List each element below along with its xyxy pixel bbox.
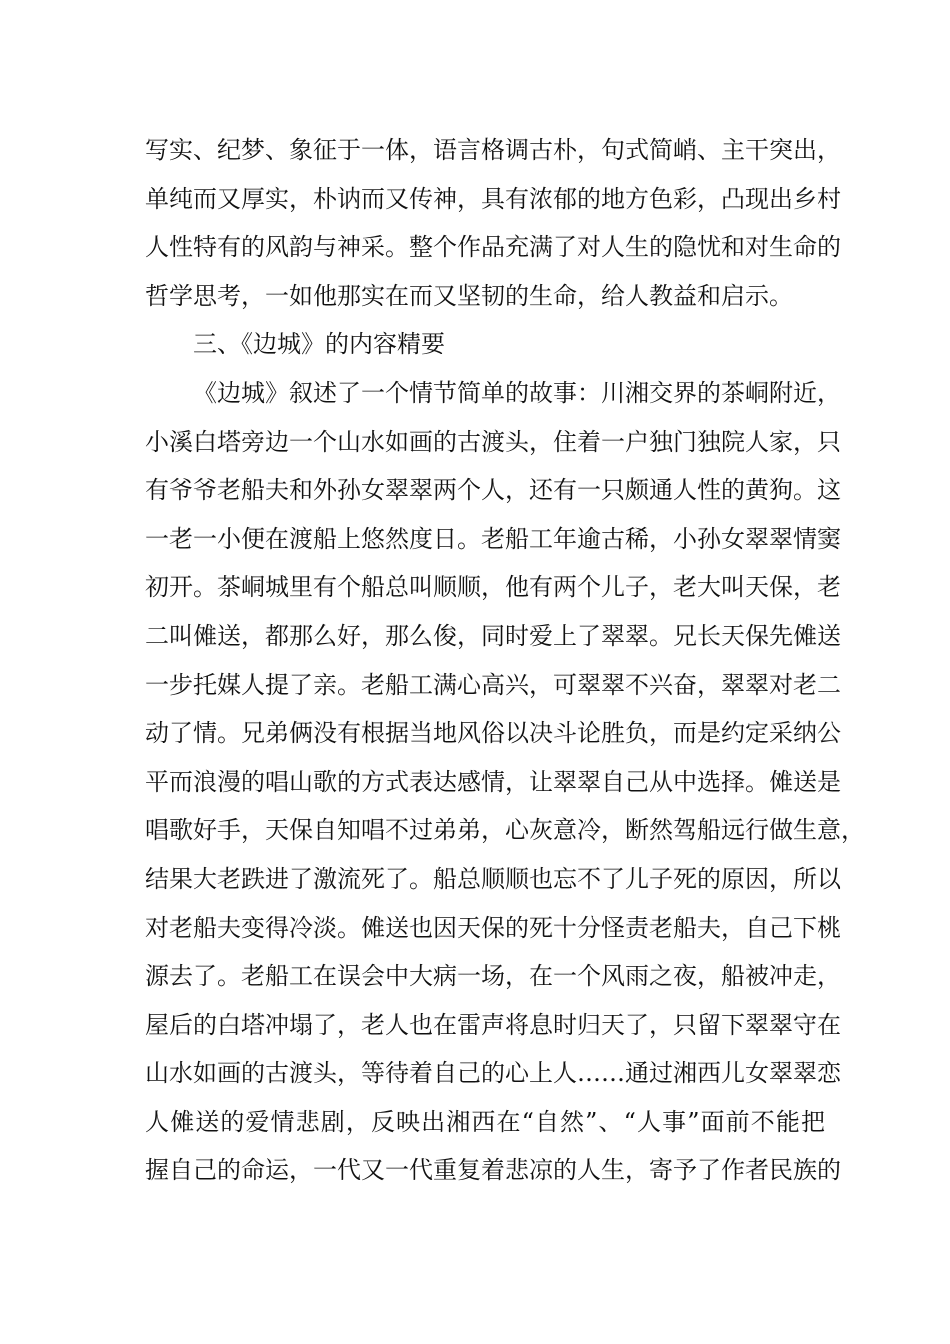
text-line: 初开。茶峒城里有个船总叫顺顺，他有两个儿子，老大叫天保，老: [145, 573, 841, 602]
text-line: 一步托媒人提了亲。老船工满心高兴，可翠翠不兴奋，翠翠对老二: [145, 670, 841, 699]
text-line: 源去了。老船工在误会中大病一场，在一个风雨之夜，船被冲走，: [145, 962, 841, 991]
text-line: 《边城》叙述了一个情节简单的故事：川湘交界的茶峒附近，: [193, 378, 841, 407]
text-line: 人性特有的风韵与神采。整个作品充满了对人生的隐忧和对生命的: [145, 233, 841, 262]
text-line: 山水如画的古渡头，等待着自己的心上人……通过湘西儿女翠翠恋: [145, 1059, 841, 1088]
text-line: 有爷爷老船夫和外孙女翠翠两个人，还有一只颇通人性的黄狗。这: [145, 476, 841, 505]
text-line: 屋后的白塔冲塌了，老人也在雷声将息时归天了，只留下翠翠守在: [145, 1010, 841, 1039]
text-line: 写实、纪梦、象征于一体，语言格调古朴，句式简峭、主干突出，: [145, 136, 841, 164]
text-line: 单纯而又厚实，朴讷而又传神，具有浓郁的地方色彩，凸现出乡村: [145, 184, 841, 213]
text-line: 一老一小便在渡船上悠然度日。老船工年逾古稀，小孙女翠翠情窦: [145, 524, 841, 553]
text-line: 唱歌好手，天保自知唱不过弟弟，心灰意冷，断然驾船远行做生意，: [145, 816, 865, 845]
text-line: 握自己的命运，一代又一代重复着悲凉的人生，寄予了作者民族的: [145, 1156, 841, 1185]
text-line: 动了情。兄弟俩没有根据当地风俗以决斗论胜负，而是约定采纳公: [145, 719, 841, 748]
text-line: 结果大老跌进了激流死了。船总顺顺也忘不了儿子死的原因，所以: [145, 864, 841, 893]
text-line: 小溪白塔旁边一个山水如画的古渡头，住着一户独门独院人家，只: [145, 427, 841, 456]
text-line: 二叫傩送，都那么好，那么俊，同时爱上了翠翠。兄长天保先傩送: [145, 621, 841, 650]
text-line: 哲学思考，一如他那实在而又坚韧的生命，给人教益和启示。: [145, 281, 793, 310]
text-line: 人傩送的爱情悲剧，反映出湘西在“自然”、“人事”面前不能把: [145, 1107, 825, 1136]
body-text: [145, 126, 865, 1195]
text-line: 对老船夫变得冷淡。傩送也因天保的死十分怪责老船夫，自己下桃: [145, 913, 841, 942]
text-line: 平而浪漫的唱山歌的方式表达感情，让翠翠自己从中选择。傩送是: [145, 767, 841, 796]
section-heading: 三、《边城》的内容精要: [193, 330, 445, 359]
